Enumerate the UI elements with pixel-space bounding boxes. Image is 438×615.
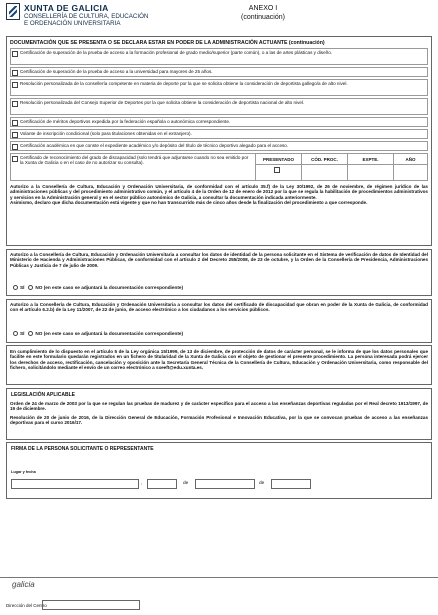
file-cell[interactable]	[347, 165, 393, 181]
disability-radios: SÍ NO (en este caso se adjuntará la documentación correspondiente)	[13, 331, 183, 336]
item-checkbox[interactable]	[12, 144, 18, 150]
item-checkbox[interactable]	[12, 51, 18, 57]
place-date-label: Lugar y fecha	[11, 470, 36, 474]
legislation-title: LEGISLACIÓN APLICABLE	[11, 392, 75, 398]
disability-table: PRESENTADO CÓD. PROC. EXPTE. AÑO	[255, 154, 427, 181]
year-cell[interactable]	[393, 165, 427, 181]
identity-consult-section: Autorizo a la Consellería de Cultura, Educación y Ordenación Universitaria a consultar los datos de identidad de la persona solicitante en el Sistema de verificación de datos de Identidad del Ministerio de Hacienda y Administraciones Públicas, de conformidad con el artículo 2 del Decreto 255/2008, de 23 de octubre, y la Orden de la Consellería de Presidencia, Administraciones Públicas y Justicia de 7 de julio de 2009. SÍ NO (en este caso se adjuntará la documentación correspondiente)	[6, 249, 432, 296]
disability-certificate-row: Certificado de reconocimiento del grado de discapacidad (solo tendrá que adjuntarse cuando no sea emitido por la Xunta de Galicia o en el caso de no autorizar su consulta). PRESENTADO CÓD. PROC. EXPTE. AÑO	[10, 153, 428, 181]
document-item-6: Volante de inscripción condicional (solo para titulaciones obtenidas en el extranjero).	[10, 129, 428, 139]
center-field[interactable]	[42, 600, 140, 610]
authorization-note: Autorizo a la Consellería de Cultura, Educación y Ordenación Universitaria, de conformidad con el artículo 35.f) de la Ley 30/1992, de 26 de noviembre, de régimen jurídico de las administraciones públicas y del procedimiento administrativo común, y el artículo 4 de la Orden de 12 de enero de 2012 por la que se regula la habilitación de procedimientos administrativos y servicios en la Administración general y en el sector público autonómico de Galicia, a consultar la documentación indicada anteriormente. Asimismo, declaro que dicha documentación está vigente y que no han transcurrido más de cinco años desde la finalización del procedimiento a que corresponde.	[10, 184, 428, 205]
galicia-logo: galicia	[12, 580, 35, 589]
presented-checkbox[interactable]	[274, 167, 280, 173]
brand-name: XUNTA DE GALICIA	[24, 3, 109, 13]
document-item-3: Resolución personalizada de la consellería competente en materia de deporte por la que se solicita obtiene la consideración de deportista gallego/a de alto nivel.	[10, 79, 428, 96]
document-item-7: Certificación académica en que conste el expediente académico y/o depósito del título de técnico deportivo alegado para el acceso.	[10, 141, 428, 151]
identity-no-radio[interactable]	[28, 285, 33, 290]
year-field[interactable]	[271, 479, 311, 489]
annex-title: ANEXO I (continuación)	[241, 5, 285, 21]
disability-no-radio[interactable]	[28, 331, 33, 336]
item-checkbox[interactable]	[12, 82, 18, 88]
proc-code-cell[interactable]	[301, 165, 347, 181]
identity-yes-radio[interactable]	[13, 285, 18, 290]
footer-divider	[0, 577, 438, 578]
department-name: CONSELLERÍA DE CULTURA, EDUCACIÓN E ORDENACIÓN UNIVERSITARIA	[24, 13, 149, 27]
privacy-section: En cumplimiento de lo dispuesto en el artículo 5 de la Ley orgánica 15/1999, de 13 de diciembre, de protección de datos de carácter personal, se le informa de que los datos personales que facilite en este formulario quedarán registrados en un fichero de titularidad de la Xunta de Galicia con el objeto de gestionar el presente procedimiento. La persona interesada podrá ejercer los derechos de acceso, rectificación, cancelación y oposición ante la Secretaría General Técnica de la Consellería de Cultura, Educación y Ordenación Universitaria, como responsable del fichero, solicitándolo mediante el envío de un correo electrónico a sxeeft@edu.xunta.es.	[6, 345, 432, 385]
disability-checkbox[interactable]	[12, 156, 18, 162]
month-field[interactable]	[195, 479, 255, 489]
day-field[interactable]	[147, 479, 177, 489]
disability-yes-radio[interactable]	[13, 331, 18, 336]
documentation-title: DOCUMENTACIÓN QUE SE PRESENTA O SE DECLARA ESTAR EN PODER DE LA ADMINISTRACIÓN ACTUANTE (continuación)	[10, 40, 325, 46]
item-checkbox[interactable]	[12, 132, 18, 138]
presented-cell	[255, 165, 301, 181]
place-field[interactable]	[11, 479, 139, 489]
document-header	[6, 3, 432, 33]
document-item-5: Certificación de méritos deportivos expedida por la federación española o autonómica correspondiente.	[10, 117, 428, 127]
legislation-section: LEGISLACIÓN APLICABLE Orden de 24 de marzo de 2003 por la que se regulan las pruebas de madurez y de carácter específico para el acceso a las enseñanzas deportivas reguladas por el Real decreto 1913/1997, de 19 de diciembre. Resolución de 20 de junio de 2016, de la Dirección General de Educación, Formación Profesional e Innovación Educativa, por la que se convocan pruebas de acceso a las enseñanzas deportivas para el curso 2016/17.	[6, 388, 432, 440]
document-item-4: Resolución personalizada del Consejo Superior de Deportes por la que solicita obtiene la consideración de deportista nacional de alto nivel.	[10, 98, 428, 115]
item-checkbox[interactable]	[12, 101, 18, 107]
signature-title: FIRMA DE LA PERSONA SOLICITANTE O REPRESENTANTE	[11, 446, 154, 452]
identity-radios: SÍ NO (en este caso se adjuntará la documentación correspondiente)	[13, 285, 183, 290]
item-checkbox[interactable]	[12, 120, 18, 126]
disability-consult-section: Autorizo a la Consellería de Cultura, Educación y Ordenación Universitaria a consultar los datos del certificado de discapacidad que obran en poder de la Xunta de Galicia, de conformidad con el artículo 6.2.b) de la Ley 11/2007, de 22 de junio, de acceso electrónico a los ciudadanos a los servicios públicos. SÍ NO (en este caso se adjuntará la documentación correspondiente)	[6, 299, 432, 343]
document-item-1: Certificación de superación de la prueba de acceso a la formación profesional de grado medio/superior (parte común), o a las de artes plásticas y diseño.	[10, 48, 428, 65]
document-item-2: Certificación de superación de la prueba de acceso a la universidad para mayores de 25 años.	[10, 67, 428, 77]
signature-section: FIRMA DE LA PERSONA SOLICITANTE O REPRESENTANTE Lugar y fecha , de de	[6, 442, 432, 499]
item-checkbox[interactable]	[12, 70, 18, 76]
center-label: Dirección del Centro	[6, 603, 47, 608]
documentation-section	[6, 36, 432, 246]
xunta-shield-icon	[6, 3, 20, 20]
